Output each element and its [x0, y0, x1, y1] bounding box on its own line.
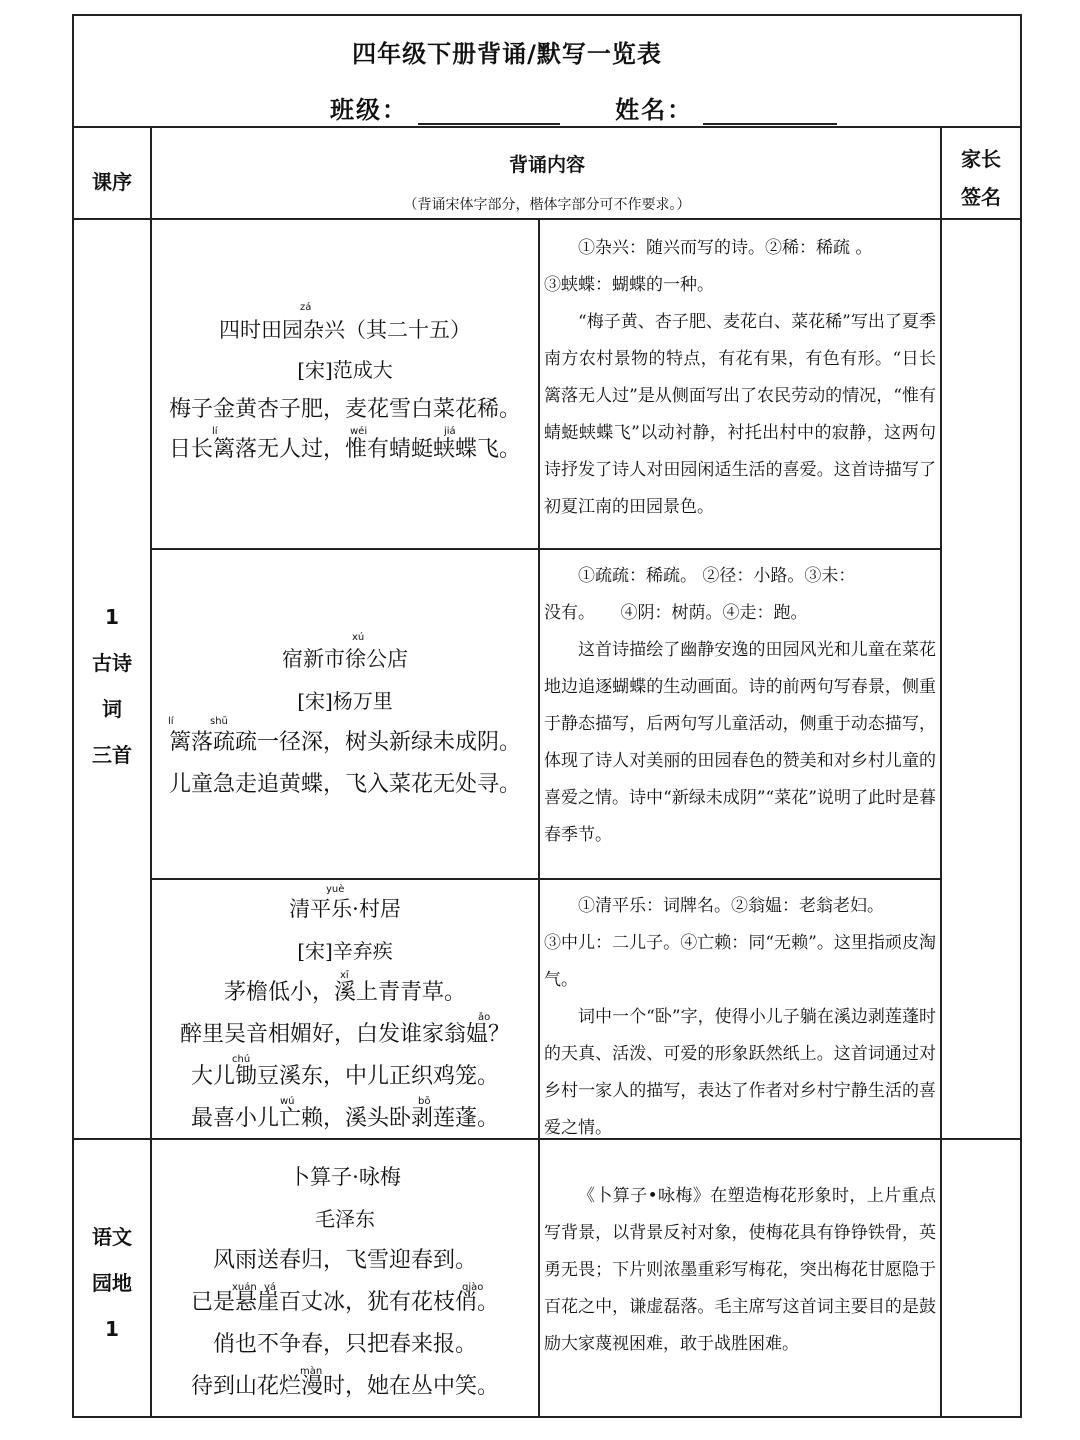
section-label-1	[74, 594, 150, 778]
poem-2-notes	[544, 558, 936, 854]
pinyin: chú	[232, 1054, 251, 1065]
table-header-row	[74, 126, 1020, 220]
pinyin: yuè	[326, 884, 345, 895]
poem-1	[152, 310, 538, 470]
poem-4-notes	[544, 1178, 936, 1363]
poem-line: 大儿锄豆溪东，中儿正织鸡笼。	[190, 1064, 499, 1089]
pinyin: ǎo	[478, 1012, 491, 1023]
note-line: ①清平乐：词牌名。②翁媪：老翁老妇。	[578, 896, 884, 916]
header-note: （背诵宋体字部分，楷体字部分可不作要求。）	[403, 197, 691, 213]
pinyin: zá	[300, 302, 312, 313]
pinyin: jiá	[444, 426, 456, 437]
pinyin: xú	[352, 632, 365, 643]
title-band	[74, 16, 1020, 128]
name-blank[interactable]	[703, 101, 837, 125]
section-label-line: 1	[105, 605, 119, 629]
page-title	[74, 34, 1020, 69]
poem-line: 待到山花烂漫时，她在丛中笑。	[190, 1374, 499, 1399]
recitation-table	[72, 14, 1022, 1418]
poem-author: 毛泽东	[315, 1207, 375, 1231]
divider	[150, 878, 942, 880]
poem-line: 梅子金黄杏子肥，麦花雪白菜花稀。	[168, 397, 521, 422]
section-label-line: 园地	[92, 1271, 132, 1295]
note-line: 这首诗描绘了幽静安逸的田园风光和儿童在菜花地边追逐蝴蝶的生动画面。诗的前两句写春景，侧重于静态描写，后两句写儿童活动，侧重于动态描写，体现了诗人对美丽的田园春色的赞美和对乡村儿童的喜爱之情。诗中“新绿未成阴”“菜花”说明了此时是暮春季节。	[544, 640, 936, 845]
divider	[538, 218, 540, 1418]
pinyin: shū	[210, 716, 228, 727]
poem-title: 宿新市徐公店	[282, 647, 408, 671]
note-line: “梅子黄、杏子肥、麦花白、菜花稀”写出了夏季南方农村景物的特点，有花有果，有色有形。“日长篱落无人过”是从侧面写出了农民劳动的情况，“惟有蜻蜓蛱蝶飞”以动衬静，衬托出村中的寂静，这两句诗抒发了诗人对田园闲适生活的喜爱。这首诗描写了初夏江南的田园景色。	[544, 312, 936, 517]
page-title-text: 四年级下册背诵/默写一览表	[352, 40, 662, 68]
note-line: ③蛱蝶：蝴蝶的一种。	[544, 275, 714, 295]
class-label: 班级：	[330, 96, 408, 124]
poem-line: 篱落疏疏一径深，树头新绿未成阴。	[168, 730, 521, 755]
pinyin: wéi	[350, 426, 368, 437]
poem-line: 已是悬崖百丈冰，犹有花枝俏。	[190, 1290, 499, 1315]
section-label-line: 语文	[92, 1225, 132, 1249]
pinyin: bō	[418, 1096, 431, 1107]
note-line: 没有。 ④阴：树荫。④走：跑。	[544, 603, 808, 623]
poem-3-notes	[544, 888, 936, 1147]
pinyin: lí	[212, 426, 218, 437]
name-label: 姓名：	[615, 96, 694, 124]
class-name-line	[330, 90, 837, 125]
poem-line: 茅檐低小，溪上青青草。	[223, 980, 466, 1005]
poem-line: 风雨送春归，飞雪迎春到。	[212, 1248, 477, 1273]
section-label-line: 三首	[92, 743, 132, 767]
poem-line: 醉里吴音相媚好，白发谁家翁媪？	[179, 1022, 510, 1047]
header-sign	[942, 140, 1020, 216]
note-line: ①杂兴：随兴而写的诗。②稀：稀疏 。	[578, 238, 873, 258]
pinyin: màn	[300, 1366, 323, 1377]
pinyin: xī	[340, 970, 349, 981]
poem-line: 最喜小儿亡赖，溪头卧剥莲蓬。	[190, 1106, 499, 1131]
section-label-2	[74, 1214, 150, 1352]
poem-title: 卜算子·咏梅	[289, 1165, 401, 1189]
divider	[150, 548, 942, 550]
poem-1-notes	[544, 230, 936, 526]
poem-title: 四时田园杂兴（其二十五）	[219, 318, 471, 342]
pinyin: qiào	[462, 1282, 484, 1293]
pinyin: yá	[264, 1282, 277, 1293]
header-order: 课序	[92, 170, 132, 194]
note-line: 词中一个“卧”字，使得小儿子躺在溪边剥莲蓬时的天真、活泼、可爱的形象跃然纸上。这首词通过对乡村一家人的描写，表达了作者对乡村宁静生活的喜爱之情。	[544, 1007, 936, 1138]
poem-author: [宋]辛弃疾	[297, 939, 393, 963]
poem-title: 清平乐·村居	[289, 897, 401, 921]
poem-line: 日长篱落无人过，惟有蜻蜓蛱蝶飞。	[168, 437, 521, 462]
section-label-line: 古诗	[92, 651, 132, 675]
note-line: ①疏疏：稀疏。 ②径：小路。③未：	[578, 566, 856, 586]
poem-line: 俏也不争春，只把春来报。	[212, 1332, 477, 1357]
section-label-line: 1	[105, 1317, 119, 1341]
divider	[940, 126, 942, 1418]
header-content: 背诵内容	[508, 154, 585, 176]
class-blank[interactable]	[418, 101, 560, 125]
poem-author: [宋]杨万里	[297, 689, 393, 713]
pinyin: wú	[280, 1096, 295, 1107]
pinyin: lí	[168, 716, 174, 727]
poem-line: 儿童急走追黄蝶，飞入菜花无处寻。	[168, 772, 521, 797]
header-sign-line1: 家长	[961, 147, 1001, 171]
note-line: ③中儿：二儿子。④亡赖：同“无赖”。这里指顽皮淘气。	[544, 933, 936, 990]
pinyin: xuán	[232, 1282, 257, 1293]
header-sign-line2: 签名	[961, 185, 1001, 209]
poem-author: [宋]范成大	[297, 358, 393, 382]
section-label-line: 词	[102, 697, 122, 721]
note-line: 《卜算子•咏梅》在塑造梅花形象时，上片重点写背景，以背景反衬对象，使梅花具有铮铮铁骨，英勇无畏；下片则浓墨重彩写梅花，突出梅花甘愿隐于百花之中，谦虚磊落。毛主席写这首词主要目的是鼓励大家蔑视困难，敢于战胜困难。	[544, 1186, 936, 1354]
